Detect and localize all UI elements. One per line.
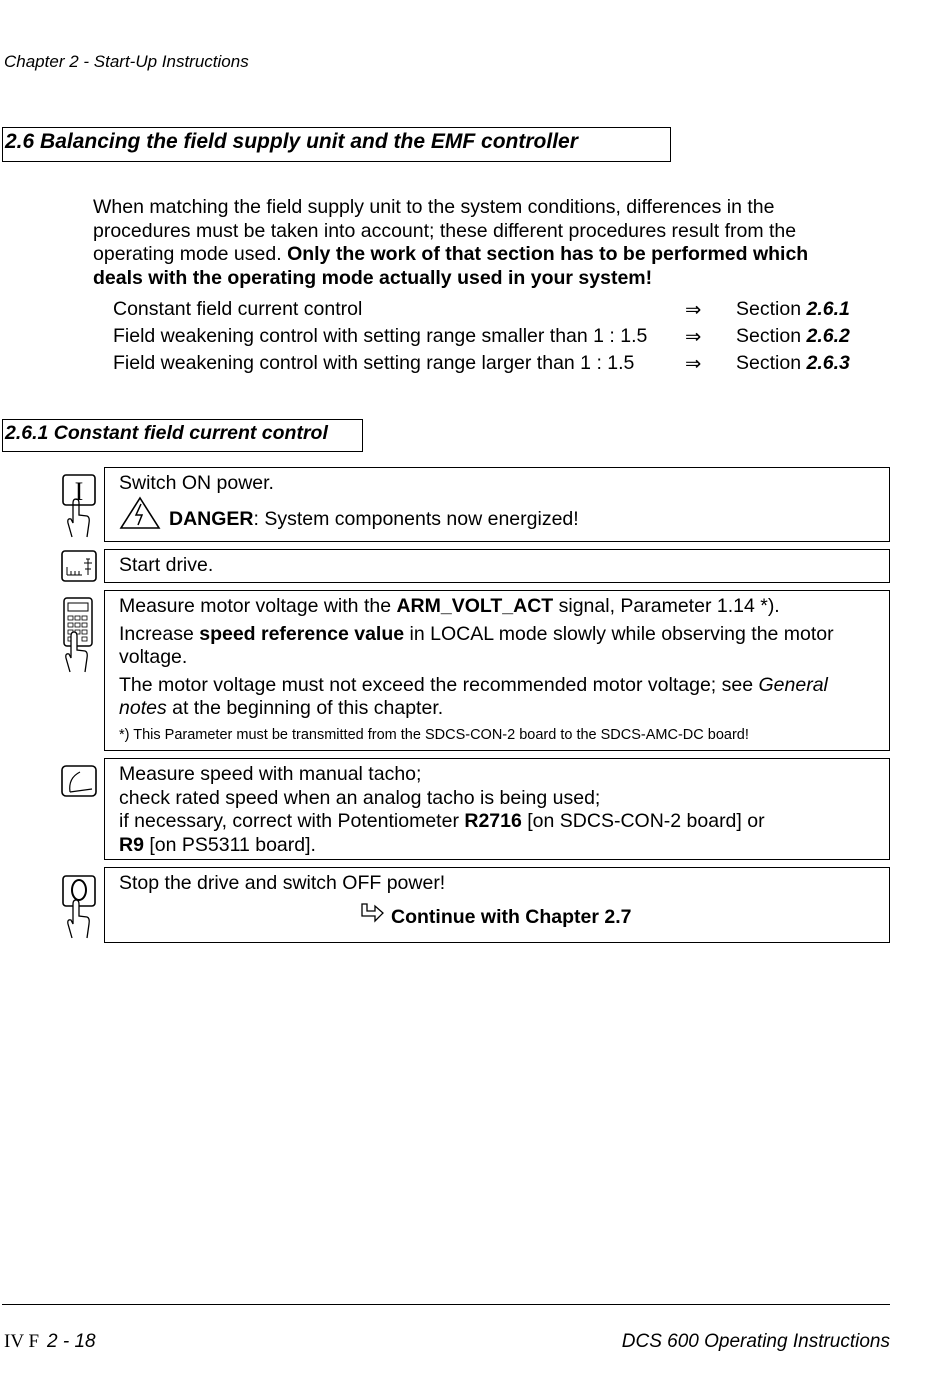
danger-lightning-icon bbox=[119, 496, 161, 530]
step-text: Measure motor voltage with the ARM_VOLT_ACT signal, Parameter 1.14 *). bbox=[119, 595, 780, 617]
arrow-icon: ⇒ bbox=[685, 353, 702, 375]
footer-title: DCS 600 Operating Instructions bbox=[621, 1331, 890, 1352]
step-text: Measure speed with manual tacho; bbox=[119, 763, 422, 785]
step-text: Start drive. bbox=[119, 554, 214, 576]
subsection-title: 2.6.1 Constant field current control bbox=[2, 419, 363, 452]
reference-text: Constant field current control bbox=[113, 298, 363, 320]
chapter-header: Chapter 2 - Start-Up Instructions bbox=[4, 52, 249, 71]
section-title: 2.6 Balancing the field supply unit and the EMF controller bbox=[2, 127, 671, 162]
step-text: R9 [on PS5311 board]. bbox=[119, 833, 316, 856]
step-stop-drive bbox=[104, 867, 890, 943]
step-text: check rated speed when an analog tacho is being used; bbox=[119, 786, 601, 809]
reference-row bbox=[113, 298, 858, 322]
intro-bold-text: Only the work of that section has to be performed which deals with the operating mode actually used in your system! bbox=[93, 243, 809, 289]
arrow-icon: ⇒ bbox=[685, 299, 702, 321]
footer-left bbox=[4, 1331, 96, 1353]
step-start-drive bbox=[104, 549, 890, 583]
step-measure-speed bbox=[104, 758, 890, 860]
step-measure-voltage bbox=[104, 590, 890, 751]
danger-text: : System components now energized! bbox=[253, 507, 579, 530]
arrow-icon: ⇒ bbox=[685, 326, 702, 348]
step-footnote: *) This Parameter must be transmitted from the SDCS-CON-2 board to the SDCS-AMC-DC board! bbox=[119, 726, 749, 743]
intro-text: When matching the field supply unit to the system conditions, differences in the procedures must be taken into account; these different procedures result from the operating mode used. bbox=[93, 196, 797, 265]
reference-row bbox=[113, 325, 858, 349]
reference-section-link[interactable]: Section 2.6.2 bbox=[736, 325, 850, 347]
reference-text: Field weakening control with setting range smaller than 1 : 1.5 bbox=[113, 325, 648, 347]
svg-text:I: I bbox=[74, 477, 84, 506]
step-switch-on bbox=[104, 467, 890, 542]
power-off-hand-icon bbox=[60, 874, 98, 940]
footer-divider bbox=[2, 1304, 890, 1305]
step-text: Stop the drive and switch OFF power! bbox=[119, 872, 446, 894]
page-number: 2 - 18 bbox=[47, 1331, 96, 1352]
control-panel-keypad-icon bbox=[60, 596, 98, 674]
reference-section-link[interactable]: Section 2.6.1 bbox=[736, 298, 850, 320]
step-text: Switch ON power. bbox=[119, 472, 274, 494]
step-text: The motor voltage must not exceed the recommended motor voltage; see General notes at the beginning of this chapter. bbox=[119, 673, 828, 719]
step-text: if necessary, correct with Potentiometer R2716 [on SDCS-CON-2 board] or bbox=[119, 810, 765, 832]
continue-link[interactable]: Continue with Chapter 2.7 bbox=[391, 905, 632, 928]
intro-paragraph bbox=[93, 196, 858, 290]
reference-row bbox=[113, 352, 858, 376]
step-text: Increase speed reference value in LOCAL mode slowly while observing the motor voltage. bbox=[119, 622, 834, 668]
power-on-hand-icon bbox=[60, 473, 98, 539]
doc-code: IV F bbox=[4, 1331, 40, 1352]
tacho-gauge-icon bbox=[60, 764, 98, 798]
danger-label: DANGER bbox=[169, 507, 254, 530]
start-drive-icon bbox=[60, 549, 98, 583]
pointing-hand-arrow-icon bbox=[359, 902, 385, 926]
reference-section-link[interactable]: Section 2.6.3 bbox=[736, 352, 850, 374]
reference-text: Field weakening control with setting range larger than 1 : 1.5 bbox=[113, 352, 635, 374]
